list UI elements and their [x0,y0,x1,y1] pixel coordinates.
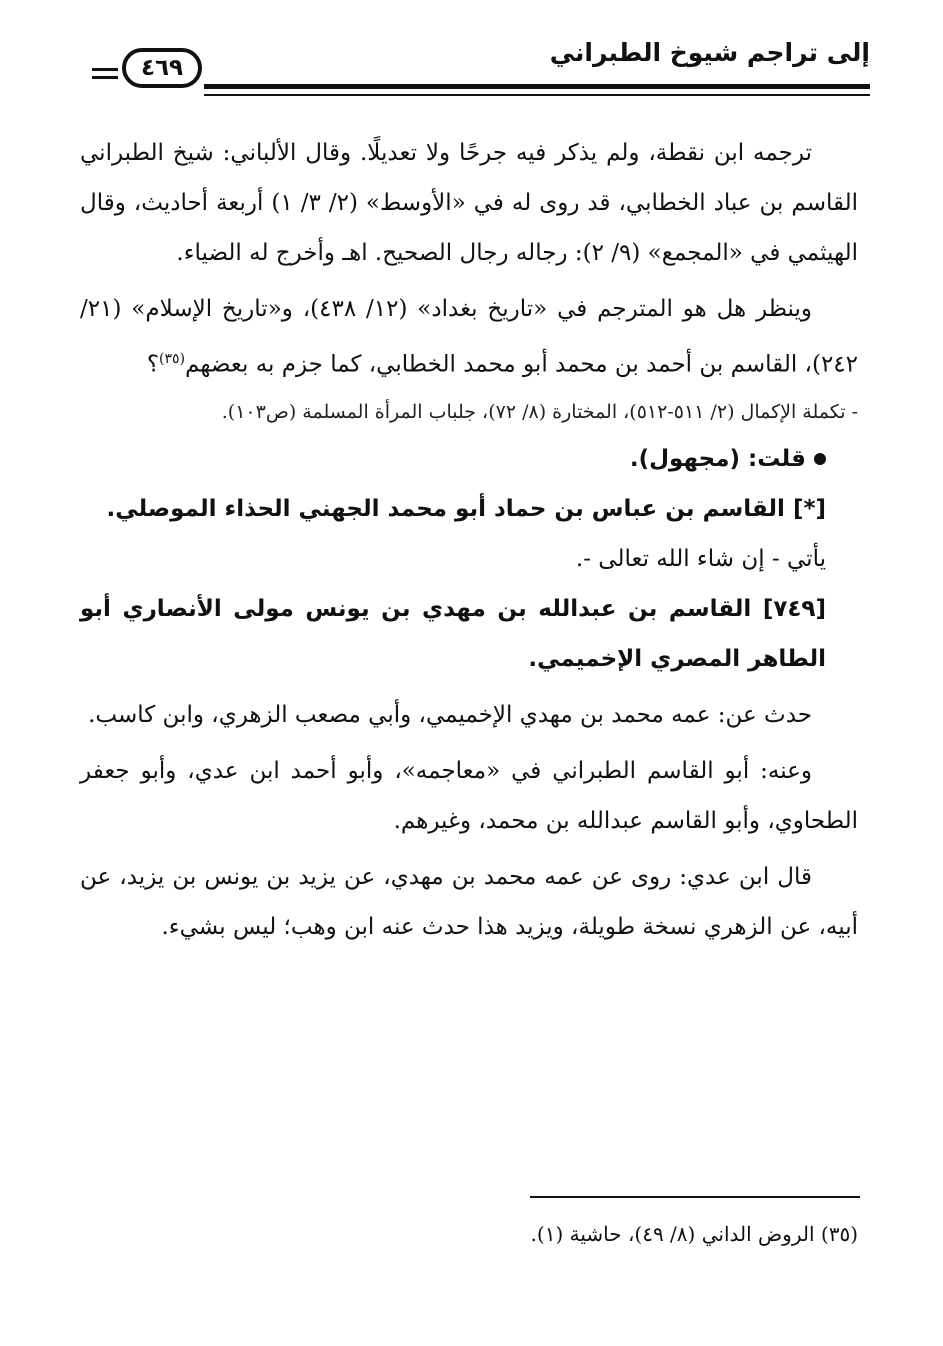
verdict-value: (مجهول). [629,445,740,472]
footnote-35: (٣٥) الروض الداني (٨/ ٤٩)، حاشية (١). [530,1222,858,1246]
entry-prev-paragraph-2 [80,284,858,390]
verdict-label: قلت: [748,445,806,472]
header-rule-left-bottom [92,76,118,79]
entry-prev-paragraph-2-end: ؟ [146,351,160,378]
footnote-marker[interactable]: (٣٥) [159,351,186,367]
entry-749-heading: [٧٤٩] القاسم بن عبدالله بن مهدي بن يونس مولى الأنصاري أبو الطاهر المصري الإخميمي. [80,595,826,672]
page-number-badge: ٤٦٩ [122,48,202,88]
entry-prev-paragraph-2-text: وينظر هل هو المترجم في «تاريخ بغداد» (١٢/ ٤٣٨)، و«تاريخ الإسلام» (٢١/ ٢٤٢)، القاسم بن أحمد بن محمد أبو محمد الخطابي، كما جزم به بعضهم [80,296,858,378]
bullet-icon [814,453,826,465]
entry-prev-paragraph-1: ترجمه ابن نقطة، ولم يذكر فيه جرحًا ولا تعديلًا. وقال الألباني: شيخ الطبراني القاسم بن عباد الخطابي، قد روى له في «الأوسط» (٢/ ٣/ ١) أربعة أحاديث، وقال الهيثمي في «المجمع» (٩/ ٢): رجاله رجال الصحيح. اهـ وأخرج له الضياء. [80,140,859,266]
header-rule-left-top [92,68,118,71]
entry-749-teachers: حدث عن: عمه محمد بن مهدي الإخميمي، وأبي مصعب الزهري، وابن كاسب. [88,701,812,728]
page-body [80,128,858,952]
entry-cross-text: يأتي - إن شاء الله تعالى -. [575,545,826,572]
entry-cross-heading: [*] القاسم بن عباس بن حماد أبو محمد الجهني الحذاء الموصلي. [106,495,826,522]
footnote-separator [530,1196,860,1198]
page-header [92,32,870,102]
entry-749-students: وعنه: أبو القاسم الطبراني في «معاجمه»، وأبو أحمد ابن عدي، وأبو جعفر الطحاوي، وأبو القاسم عبدالله بن محمد، وغيرهم. [80,757,858,834]
header-rule-thin [204,94,870,96]
entry-749-ibn-adi: قال ابن عدي: روى عن عمه محمد بن مهدي، عن يزيد بن يونس بن يزيد، عن أبيه، عن الزهري نسخة طويلة، ويزيد هذا حدث عنه ابن وهب؛ ليس بشيء. [80,863,858,940]
entry-prev-verdict [80,434,858,484]
running-title: إلى تراجم شيوخ الطبراني [549,38,870,67]
entry-prev-sources: - تكملة الإكمال (٢/ ٥١١-٥١٢)، المختارة (٨/ ٧٢)، جلباب المرأة المسلمة (ص١٠٣). [221,400,858,423]
header-rule-thick [204,84,870,89]
